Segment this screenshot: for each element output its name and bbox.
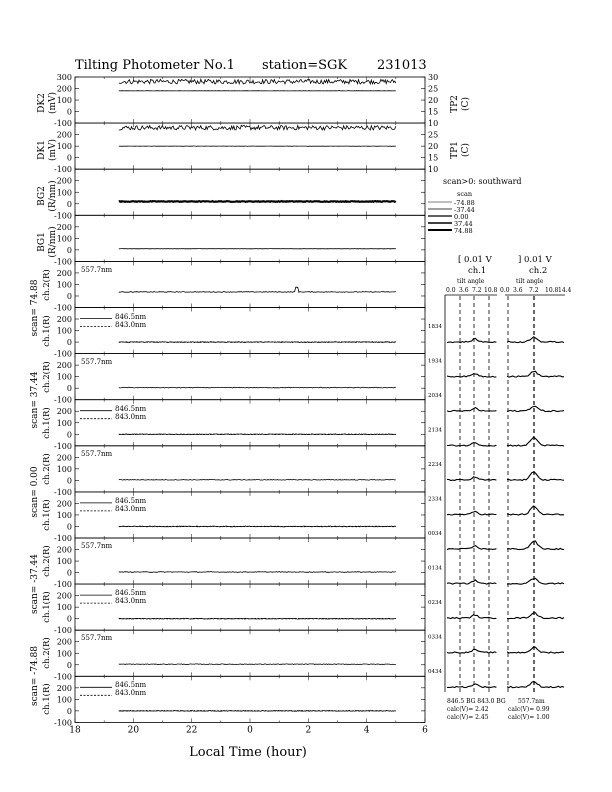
ch1-tilt-tick-1: 0.0: [446, 287, 456, 294]
profile-row-time: 2134: [428, 427, 442, 434]
y-tick-label: -100: [54, 718, 72, 728]
y-tick-label: 0: [66, 568, 72, 578]
y-tick-label: 100: [56, 557, 72, 567]
profile-row-time: 1834: [428, 324, 442, 330]
ch2-calc-1: calc(V)= 0.99: [508, 706, 550, 713]
ch2-scan-profile: [507, 371, 564, 377]
y-tick-label: -100: [54, 626, 72, 636]
series-trace: [119, 664, 396, 665]
y-tick-label: 100: [56, 234, 72, 244]
y-tick-label: 100: [56, 464, 72, 474]
y-tick-label: 100: [56, 372, 72, 382]
panel-frame: [75, 446, 425, 492]
ch2-label-3: ch.2(R): [42, 453, 52, 485]
y-tick-label: 0: [66, 384, 72, 394]
y-tick-label: 0: [66, 245, 72, 255]
tp2-unit: (C): [461, 97, 471, 111]
profile-row-time: 0234: [428, 600, 442, 606]
ch2-scan-profile: [507, 613, 564, 619]
ch1-scan-profile: [447, 580, 496, 584]
dk1-label: DK1: [37, 140, 47, 160]
ch1-calc-1: calc(V)= 2.42: [447, 706, 489, 713]
wl-8465-5: 846.5nm: [115, 681, 147, 689]
y-tick-label: 200: [56, 591, 72, 601]
ch1-label-5: ch.1(R): [42, 683, 52, 715]
series-trace: [119, 287, 396, 292]
y-tick-label: 0: [66, 199, 72, 209]
panel-frame: [75, 169, 425, 215]
station-label: station=SGK: [262, 58, 348, 73]
wl-557-1: 557.7nm: [81, 266, 113, 274]
dk2-label: DK2: [37, 93, 47, 113]
legend-item-2: -37.44: [454, 206, 475, 214]
profile-row-time: 0434: [428, 669, 442, 675]
y-tick-label: 200: [56, 84, 72, 94]
dk2-unit: (mV): [48, 91, 58, 115]
scan-legend-title: scan: [457, 190, 473, 198]
x-tick-label: 6: [422, 725, 428, 736]
y-tick-label: 200: [56, 315, 72, 325]
ch2-tilt-tick-4: 10.8: [545, 287, 559, 294]
wl-843-1: 843.0nm: [115, 321, 147, 329]
ch1-label-1: ch.1(R): [42, 315, 52, 347]
series-trace: [119, 79, 396, 84]
y-tick-label: -100: [54, 441, 72, 451]
y-tick-label: 200: [56, 637, 72, 647]
y-tick-label: -100: [54, 395, 72, 405]
y-tick-label: 0: [66, 522, 72, 532]
y-tick-label: 100: [56, 695, 72, 705]
y-tick-label: 0: [66, 153, 72, 163]
wl-557-2: 557.7nm: [81, 358, 113, 366]
y-tick-label: 200: [56, 268, 72, 278]
ch2-tilt-tick-5: 14.4: [558, 287, 572, 294]
tp1-unit: (C): [461, 143, 471, 157]
wl-8465-2: 846.5nm: [115, 405, 147, 413]
ch1-tilt-tick-3: 7.2: [472, 287, 482, 294]
profile-row-time: 2034: [428, 393, 442, 399]
temp-tick-label: 15: [428, 107, 439, 117]
temp-tick-label: 20: [428, 142, 439, 152]
x-tick-label: 2: [305, 725, 312, 736]
y-tick-label: 200: [56, 453, 72, 463]
ch2-name: ch.2: [529, 266, 548, 276]
y-tick-label: 100: [56, 510, 72, 520]
y-tick-label: 0: [66, 338, 72, 348]
ch2-scan-profile: [507, 541, 564, 550]
y-tick-label: -100: [54, 211, 72, 221]
series-trace: [119, 572, 396, 573]
y-tick-label: 100: [56, 649, 72, 659]
series-trace: [119, 201, 396, 202]
y-tick-label: 200: [56, 545, 72, 555]
y-tick-label: -100: [54, 119, 72, 129]
ch2-scan-profile: [507, 681, 564, 687]
y-tick-label: 200: [56, 407, 72, 417]
scan-label-3: scan= 0.00: [30, 466, 40, 518]
scan-direction-title: scan>0: southward: [443, 177, 522, 186]
y-tick-label: -100: [54, 534, 72, 543]
wl-843-2: 843.0nm: [115, 413, 147, 421]
series-trace: [119, 387, 396, 388]
ch2-scan-profile: [507, 472, 564, 481]
ch2-calc-2: calc(V)= 1.00: [508, 714, 550, 721]
temp-tick-label: 20: [428, 96, 439, 106]
temp-tick-label: 10: [428, 119, 439, 129]
x-axis-label: Local Time (hour): [189, 745, 307, 760]
y-tick-label: 0: [66, 660, 72, 670]
legend-item-4: 37.44: [454, 220, 473, 228]
y-tick-label: -100: [54, 349, 72, 359]
ch2-scale-label: ] 0.01 V: [518, 255, 552, 265]
bg1-label: BG1: [37, 232, 47, 252]
y-tick-label: -100: [54, 487, 72, 497]
y-tick-label: 0: [66, 614, 72, 624]
ch2-scan-profile: [507, 647, 564, 653]
ch2-tilt-tick-1: 0.0: [500, 287, 510, 294]
y-tick-label: -100: [54, 257, 72, 267]
scan-label-5: scan= -74.88: [30, 645, 40, 707]
y-tick-label: -100: [54, 165, 72, 175]
tp2-label: TP2: [450, 95, 460, 113]
panel-frame: [75, 538, 425, 584]
profile-row-time: 2334: [428, 496, 442, 503]
panel-frame: [75, 261, 425, 307]
ch2-tilt-tick-2: 3.6: [513, 287, 523, 294]
x-tick-label: 22: [185, 725, 198, 736]
wl-843-5: 843.0nm: [115, 689, 147, 697]
series-trace: [119, 480, 396, 481]
ch2-scan-profile: [507, 406, 564, 411]
y-tick-label: 100: [56, 188, 72, 198]
ch1-name: ch.1: [468, 266, 487, 276]
scan-label-2: scan= 37.44: [30, 371, 40, 429]
y-tick-label: 0: [66, 476, 72, 486]
wl-557-3: 557.7nm: [81, 450, 113, 458]
y-tick-label: 0: [66, 430, 72, 440]
y-tick-label: 0: [66, 706, 72, 716]
y-tick-label: -100: [54, 580, 72, 590]
profile-row-time: 0334: [428, 634, 442, 641]
y-tick-label: -100: [54, 672, 72, 682]
ch1-tilt-tick-4: 10.8: [484, 287, 498, 294]
profile-row-time: 1934: [428, 358, 442, 365]
ch1-label-4: ch.1(R): [42, 591, 52, 623]
temp-tick-label: 10: [428, 165, 439, 175]
temp-tick-label: 25: [428, 130, 439, 140]
panel-frame: [75, 630, 425, 676]
ch1-calc-2: calc(V)= 2.45: [447, 714, 489, 721]
bg2-label: BG2: [37, 186, 47, 206]
y-tick-label: 0: [66, 107, 72, 117]
ch1-label-3: ch.1(R): [42, 499, 52, 531]
dk1-unit: (mV): [48, 138, 58, 162]
x-tick-label: 4: [363, 725, 370, 736]
profile-row-time: 0134: [428, 565, 442, 572]
ch1-tilt-label: tilt angle: [457, 278, 485, 285]
panel-frame: [75, 215, 425, 261]
wl-843-3: 843.0nm: [115, 505, 147, 513]
legend-item-5: 74.88: [454, 227, 473, 235]
y-tick-label: 200: [56, 176, 72, 186]
profile-row-time: 0034: [428, 531, 442, 537]
wl-8465-1: 846.5nm: [115, 313, 147, 321]
trace-layer: [119, 79, 396, 711]
ch2-label-2: ch.2(R): [42, 361, 52, 393]
ch2-scan-profile: [507, 337, 564, 343]
ch2-scan-profile: [507, 506, 564, 515]
ch2-tilt-tick-3: 7.2: [529, 287, 539, 294]
ch2-label-4: ch.2(R): [42, 545, 52, 577]
tp1-label: TP1: [450, 141, 460, 159]
y-tick-label: 100: [56, 96, 72, 106]
wl-557-5: 557.7nm: [81, 634, 113, 642]
bg2-unit: (R/nm): [48, 180, 58, 212]
y-tick-label: 100: [56, 603, 72, 613]
y-tick-label: -100: [54, 303, 72, 313]
ch2-label-1: ch.2(R): [42, 269, 52, 301]
wl-8465-3: 846.5nm: [115, 497, 147, 505]
y-tick-label: 100: [56, 280, 72, 290]
temp-tick-label: 30: [428, 73, 439, 82]
y-tick-label: 200: [56, 130, 72, 140]
y-tick-label: 200: [56, 361, 72, 371]
temp-tick-label: 25: [428, 84, 439, 94]
date-label: 231013: [377, 58, 427, 73]
scan-label-1: scan= 74.88: [30, 279, 40, 337]
y-tick-label: 200: [56, 499, 72, 509]
legend-item-1: -74.88: [454, 199, 475, 207]
y-tick-label: 0: [66, 291, 72, 301]
profile-row-time: 2234: [428, 462, 442, 468]
ch2-scan-profile: [507, 578, 564, 584]
y-tick-label: 300: [56, 73, 72, 82]
wl-8465-4: 846.5nm: [115, 589, 147, 597]
bg1-unit: (R/nm): [48, 226, 58, 258]
ch1-scan-profile: [447, 546, 496, 550]
y-tick-label: 200: [56, 683, 72, 693]
ch2-scan-profile: [507, 437, 564, 446]
x-tick-label: 20: [127, 725, 140, 736]
y-tick-label: 100: [56, 142, 72, 152]
ch2-tilt-label: tilt angle: [516, 278, 544, 285]
panel-frame: [75, 354, 425, 400]
y-tick-label: 200: [56, 222, 72, 232]
temp-tick-label: 15: [428, 153, 439, 163]
ch1-tilt-tick-2: 3.6: [459, 287, 469, 294]
legend-item-3: 0.00: [454, 213, 469, 221]
ch1-scale-label: [ 0.01 V: [458, 255, 492, 265]
ch2-bottom-wavelength: 557.7nm: [518, 698, 545, 705]
y-tick-label: 100: [56, 418, 72, 428]
ch1-label-2: ch.1(R): [42, 407, 52, 439]
ch1-bottom-wavelengths: 846.5 BG 843.0 BG: [447, 698, 506, 705]
y-tick-label: 100: [56, 326, 72, 336]
x-tick-label: 18: [69, 725, 81, 736]
series-trace: [119, 125, 396, 130]
scan-label-4: scan= -37.44: [30, 553, 40, 615]
ch2-label-5: ch.2(R): [42, 637, 52, 669]
instrument-title: Tilting Photometer No.1: [75, 58, 235, 73]
wl-557-4: 557.7nm: [81, 542, 113, 550]
x-tick-label: 0: [247, 725, 253, 736]
wl-843-4: 843.0nm: [115, 597, 147, 605]
